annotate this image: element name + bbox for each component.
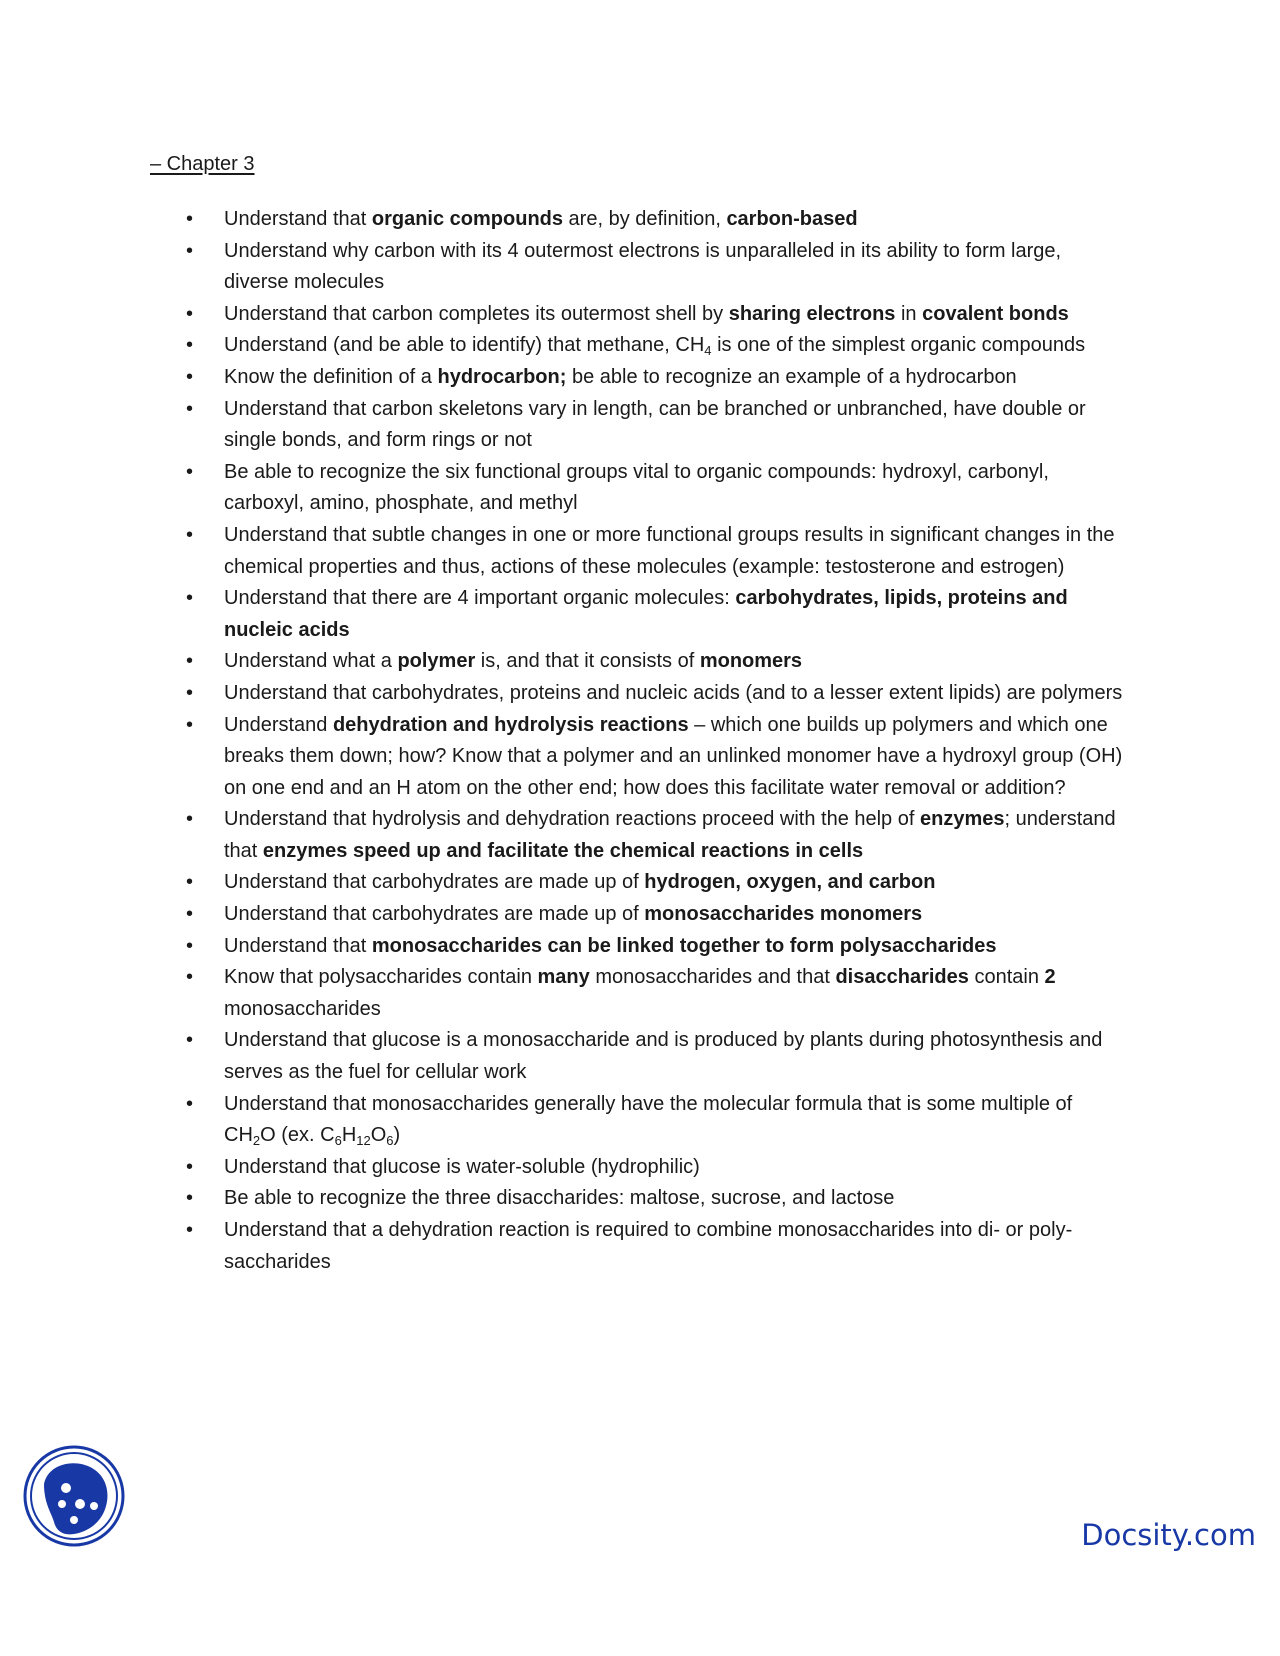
bullet-icon: •: [186, 681, 194, 704]
objective-item: [186, 236, 1126, 299]
text-segment: Understand that carbohydrates, proteins and nucleic acids (and to a lesser extent lipids) are polymers: [224, 681, 1123, 704]
bold-text: carbohydrates, lipids, proteins and nucleic acids: [224, 587, 1068, 641]
objective-item: [186, 1025, 1126, 1088]
text-segment: ): [393, 1124, 401, 1147]
bullet-icon: •: [186, 302, 194, 325]
text-segment: monosaccharides and that: [589, 966, 836, 989]
docsity-logo-icon[interactable]: [22, 1444, 126, 1548]
objective-item: [186, 931, 1126, 963]
objective-item: [186, 1215, 1126, 1278]
bullet-icon: •: [186, 1219, 194, 1241]
bold-text: monosaccharides monomers: [644, 903, 923, 926]
text-segment: Understand that there are 4 important organic molecules:: [224, 587, 736, 610]
bullet-icon: •: [186, 587, 194, 610]
text-segment: is, and that it consists of: [475, 650, 700, 673]
text-segment: Understand why carbon with its 4 outermost electrons is unparalleled in its ability to form large, diverse molecules: [224, 239, 1062, 294]
bold-text: covalent bonds: [922, 302, 1069, 325]
bullet-icon: •: [186, 934, 194, 957]
text-segment: Understand that: [224, 934, 372, 957]
objective-item: [186, 204, 1126, 236]
objective-item: [186, 899, 1126, 931]
text-segment: Understand that a dehydration reaction is required to combine monosaccharides into di- or poly-saccharides: [224, 1219, 1073, 1273]
text-segment: Understand: [224, 713, 333, 736]
bold-text: hydrocarbon;: [437, 365, 567, 388]
text-segment: ; understand that: [224, 808, 1116, 862]
text-segment: Understand that carbon completes its outermost shell by: [224, 302, 729, 325]
bullet-icon: •: [186, 808, 194, 831]
bullet-icon: •: [186, 871, 194, 894]
bold-text: disaccharides: [835, 966, 969, 989]
text-segment: Understand (and be able to identify) that methane, CH: [224, 334, 705, 357]
chapter-heading: – Chapter 3: [150, 153, 255, 175]
bullet-icon: •: [186, 713, 194, 736]
objective-item: [186, 330, 1126, 362]
objective-item: [186, 362, 1126, 394]
text-segment: H: [341, 1124, 357, 1147]
bullet-icon: •: [186, 650, 194, 673]
text-segment: Understand that carbon skeletons vary in length, can be branched or unbranched, have double or single bonds, and form rings or not: [224, 397, 1086, 452]
text-segment: Be able to recognize the three disaccharides: maltose, sucrose, and lactose: [224, 1187, 895, 1210]
bold-text: organic compounds: [371, 208, 563, 230]
subscript: 6: [334, 1133, 342, 1149]
text-segment: be able to recognize an example of a hydrocarbon: [566, 365, 1017, 388]
objective-item: [186, 962, 1126, 1025]
text-segment: O: [370, 1124, 387, 1147]
bold-text: monomers: [699, 650, 803, 673]
text-segment: Know that polysaccharides contain: [224, 966, 538, 989]
bullet-icon: •: [186, 1155, 194, 1178]
bullet-icon: •: [186, 903, 194, 926]
bullet-icon: •: [186, 523, 194, 546]
text-segment: Understand that hydrolysis and dehydration reactions proceed with the help of: [224, 808, 920, 831]
subscript: 2: [252, 1133, 261, 1149]
objective-item: [186, 1152, 1126, 1184]
bullet-icon: •: [186, 239, 194, 262]
bold-text: hydrogen, oxygen, and carbon: [644, 871, 936, 894]
subscript: 6: [386, 1133, 394, 1149]
learning-objectives-list: [186, 204, 1126, 1278]
objective-item: [186, 520, 1126, 583]
subscript: 4: [704, 343, 712, 359]
bullet-icon: •: [186, 334, 194, 357]
subscript: 12: [356, 1133, 371, 1149]
bold-text: enzymes: [919, 808, 1005, 831]
objective-item: [186, 646, 1126, 678]
text-segment: contain: [968, 966, 1045, 989]
bullet-icon: •: [186, 966, 194, 989]
text-segment: Understand what a: [224, 650, 398, 673]
bold-text: many: [537, 966, 590, 989]
bullet-icon: •: [186, 397, 194, 420]
objective-item: [186, 867, 1126, 899]
objective-item: [186, 1089, 1126, 1152]
text-segment: monosaccharides: [224, 997, 381, 1020]
bullet-icon: •: [186, 1187, 194, 1210]
bullet-icon: •: [186, 1029, 194, 1052]
bold-text: monosaccharides can be linked together to form polysaccharides: [371, 934, 997, 957]
objective-item: [186, 457, 1126, 520]
text-segment: Understand that subtle changes in one or more functional groups results in significant changes in the chemical properties and thus, actions of these molecules (example: testosterone and estrogen): [224, 523, 1115, 578]
objective-item: [186, 678, 1126, 710]
text-segment: Understand that glucose is water-soluble (hydrophilic): [224, 1155, 700, 1178]
bold-text: carbon-based: [726, 208, 858, 230]
objective-item: [186, 710, 1126, 805]
text-segment: – which one builds up polymers and which one breaks them down; how? Know that a polymer and an unlinked monomer have a hydroxyl group (OH) on one end and an H atom on the other end; how does this facilitate water removal or addition?: [224, 713, 1123, 799]
text-segment: Be able to recognize the six functional groups vital to organic compounds: hydroxyl, carbonyl, carboxyl, amino, phosphate, and methyl: [224, 460, 1049, 515]
bullet-icon: •: [186, 1092, 194, 1115]
text-segment: Understand that carbohydrates are made up of: [224, 871, 645, 894]
objective-item: [186, 1183, 1126, 1215]
text-segment: are, by definition,: [563, 208, 727, 230]
text-segment: is one of the simplest organic compounds: [711, 334, 1086, 357]
text-segment: Understand that: [224, 208, 372, 230]
text-segment: O (ex. C: [260, 1124, 335, 1147]
objective-item: [186, 804, 1126, 867]
bold-text: polymer: [397, 650, 476, 673]
objective-item: [186, 299, 1126, 331]
text-segment: Know the definition of a: [224, 365, 438, 388]
bold-text: sharing electrons: [728, 302, 896, 325]
text-segment: Understand that glucose is a monosaccharide and is produced by plants during photosynthesis and serves as the fuel for cellular work: [224, 1029, 1103, 1084]
bold-text: dehydration and hydrolysis reactions: [332, 713, 689, 736]
bullet-icon: •: [186, 208, 194, 230]
text-segment: Understand that monosaccharides generally have the molecular formula that is some multiple of CH: [224, 1092, 1073, 1147]
docsity-brand-link[interactable]: Docsity.com: [1081, 1518, 1256, 1552]
bold-text: enzymes speed up and facilitate the chemical reactions in cells: [262, 839, 864, 862]
objective-item: [186, 583, 1126, 646]
bullet-icon: •: [186, 460, 194, 483]
text-segment: in: [895, 302, 923, 325]
bullet-icon: •: [186, 365, 194, 388]
text-segment: Understand that carbohydrates are made up of: [224, 903, 645, 926]
objective-item: [186, 394, 1126, 457]
bold-text: 2: [1044, 966, 1056, 989]
